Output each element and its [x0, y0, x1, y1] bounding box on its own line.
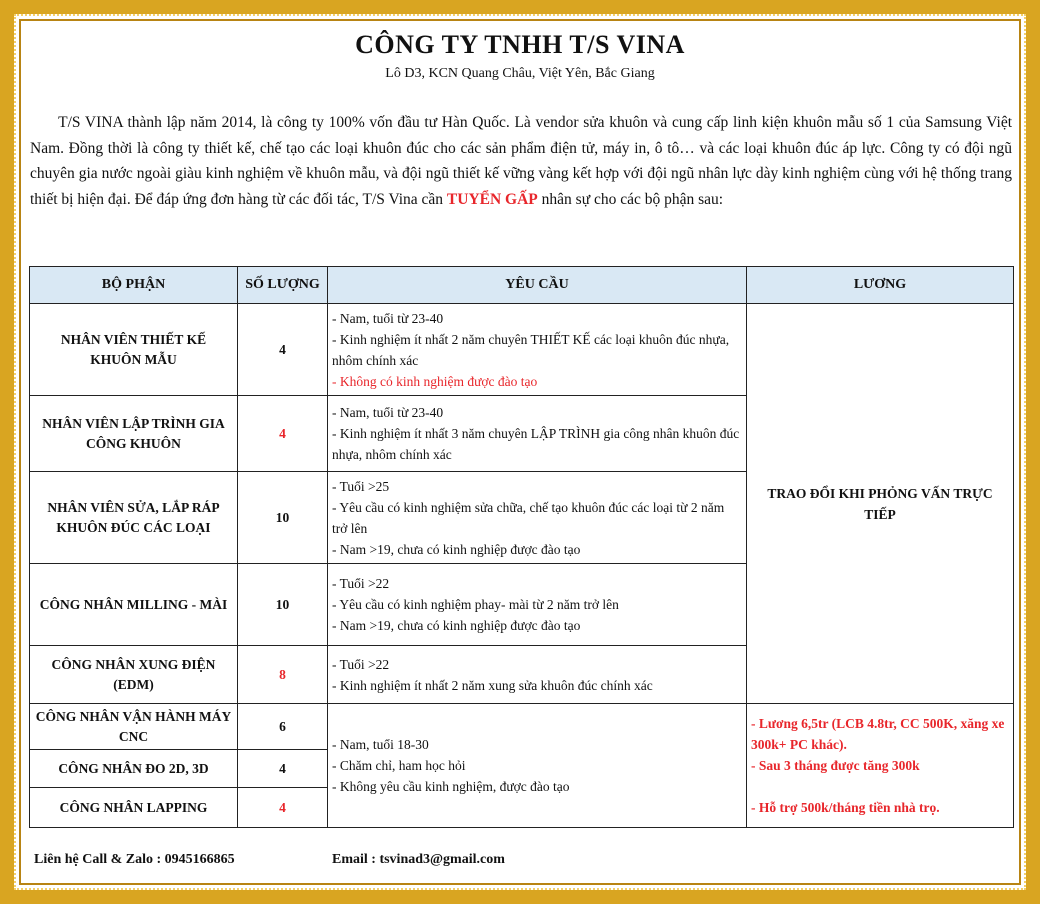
salary-line: - Sau 3 tháng được tăng 300k [751, 758, 920, 773]
qty-cell: 6 [238, 704, 328, 750]
salary-cell-fixed [747, 704, 1014, 828]
req-line: - Nam >19, chưa có kinh nghiệp được đào tạo [332, 541, 581, 557]
req-line: - Không có kinh nghiệm được đào tạo [332, 373, 538, 389]
header-qty: SỐ LƯỢNG [238, 267, 328, 304]
intro-text-end: nhân sự cho các bộ phận sau: [537, 190, 724, 208]
table-row [30, 704, 1014, 750]
dept-cell: CÔNG NHÂN VẬN HÀNH MÁY CNC [30, 704, 238, 750]
req-line: - Nam, tuổi từ 23-40 [332, 405, 444, 420]
req-cell [328, 564, 747, 646]
req-line: - Tuổi >22 [332, 576, 390, 591]
qty-cell: 4 [238, 304, 328, 396]
intro-paragraph [30, 110, 1012, 212]
req-line: - Không yêu cầu kinh nghiệm, được đào tạo [332, 779, 570, 794]
req-line: - Nam >19, chưa có kinh nghiệp được đào tạo [332, 618, 581, 633]
salary-line [751, 776, 1009, 797]
req-cell [328, 304, 747, 396]
salary-line: - Lương 6,5tr (LCB 4.8tr, CC 500K, xăng xe 300k+ PC khác). [751, 716, 1005, 752]
req-cell [328, 646, 747, 704]
req-cell [328, 472, 747, 564]
contact-email: Email : tsvinad3@gmail.com [332, 852, 505, 867]
header-dept: BỘ PHẬN [30, 267, 238, 304]
req-line: - Chăm chỉ, ham học hỏi [332, 758, 466, 773]
urgent-highlight: TUYỂN GẤP [446, 190, 538, 208]
company-title: CÔNG TY TNHH T/S VINA [355, 30, 685, 59]
dept-cell: CÔNG NHÂN MILLING - MÀI [30, 564, 238, 646]
qty-cell: 8 [238, 646, 328, 704]
req-line: - Yêu cầu có kinh nghiệm sửa chữa, chế tạo khuôn đúc các loại từ 2 năm trở lên [332, 499, 725, 536]
jobs-table [29, 266, 1014, 828]
table-row [30, 304, 1014, 396]
qty-cell: 4 [238, 788, 328, 828]
qty-cell: 10 [238, 472, 328, 564]
req-line: - Tuổi >22 [332, 656, 390, 672]
qty-cell: 10 [238, 564, 328, 646]
req-line: - Tuổi >25 [332, 478, 390, 494]
req-cell [328, 396, 747, 472]
qty-cell: 4 [238, 396, 328, 472]
header-salary: LƯƠNG [747, 267, 1014, 304]
dept-cell: NHÂN VIÊN THIẾT KẾ KHUÔN MẪU [30, 304, 238, 396]
poster-content [16, 16, 1024, 888]
intro-text: T/S VINA thành lập năm 2014, là công ty 100% vốn đầu tư Hàn Quốc. Là vendor sửa khuôn và cung cấp linh kiện khuôn mẫu số 1 của Samsung Việt Nam. Đồng thời là công ty thiết kế, chế tạo các loại khuôn đúc cho các sản phẩm điện tử, máy in, ô tô… và các loại khuôn đúc áp lực. Công ty có đội ngũ chuyên gia nước ngoài giàu kinh nghiệm về khuôn mẫu, và đội ngũ thiết kế vững vàng kết hợp với đội ngũ nhân lực dày kinh nghiệm cùng với hệ thống trang thiết bị hiện đại. Để đáp ứng đơn hàng từ các đối tác, T/S Vina cần [30, 114, 1013, 208]
dept-cell: NHÂN VIÊN SỬA, LẮP RÁP KHUÔN ĐÚC CÁC LOẠI [30, 472, 238, 564]
table-header-row [30, 267, 1014, 304]
req-line: - Kinh nghiệm ít nhất 2 năm chuyên THIẾT KẾ các loại khuôn đúc nhựa, nhôm chính xác [332, 331, 730, 368]
qty-cell: 4 [238, 750, 328, 788]
req-line: - Nam, tuổi 18-30 [332, 737, 429, 752]
req-line: - Kinh nghiệm ít nhất 2 năm xung sửa khuôn đúc chính xác [332, 677, 653, 693]
dept-cell: CÔNG NHÂN LAPPING [30, 788, 238, 828]
dept-cell: CÔNG NHÂN ĐO 2D, 3D [30, 750, 238, 788]
req-line: - Yêu cầu có kinh nghiệm phay- mài từ 2 năm trở lên [332, 597, 619, 612]
header-req: YÊU CẦU [328, 267, 747, 304]
dept-cell: CÔNG NHÂN XUNG ĐIỆN (EDM) [30, 646, 238, 704]
req-line: - Kinh nghiệm ít nhất 3 năm chuyên LẬP TRÌNH gia công nhân khuôn đúc nhựa, nhôm chính xác [332, 426, 740, 462]
req-cell-shared [328, 704, 747, 828]
req-line: - Nam, tuổi từ 23-40 [332, 310, 444, 326]
dept-cell: NHÂN VIÊN LẬP TRÌNH GIA CÔNG KHUÔN [30, 396, 238, 472]
salary-cell-negotiable: TRAO ĐỔI KHI PHỎNG VẤN TRỰC TIẾP [747, 304, 1014, 704]
salary-line: - Hỗ trợ 500k/tháng tiền nhà trọ. [751, 800, 940, 815]
contact-phone: Liên hệ Call & Zalo : 0945166865 [34, 852, 235, 867]
company-address: Lô D3, KCN Quang Châu, Việt Yên, Bắc Giang [385, 66, 655, 81]
